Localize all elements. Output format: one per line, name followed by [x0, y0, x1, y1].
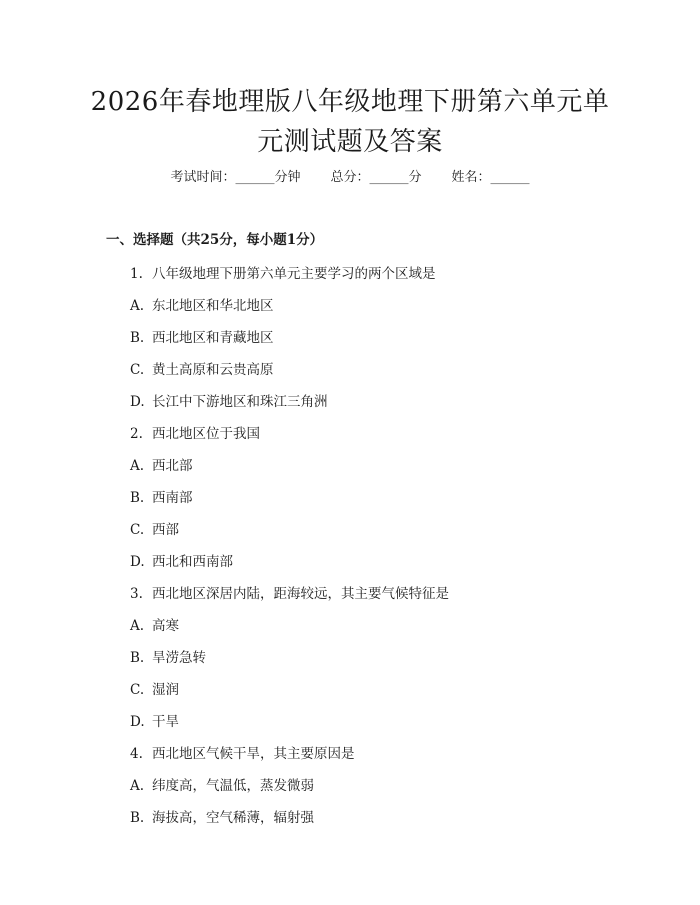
answer-option — [130, 482, 610, 514]
answer-option — [130, 354, 610, 386]
option-letter: B. — [130, 810, 145, 826]
option-text: 西北部 — [152, 458, 193, 474]
name-label: 姓名：______ — [451, 170, 530, 185]
answer-option — [130, 290, 610, 322]
question-number: 2. — [130, 426, 143, 442]
section-heading-multiple-choice: 一、选择题（共25分，每小题1分） — [106, 232, 324, 248]
answer-option — [130, 450, 610, 482]
answer-option — [130, 642, 610, 674]
option-text: 干旱 — [152, 714, 179, 730]
question-text: 西北地区深居内陆，距海较远，其主要气候特征是 — [152, 586, 449, 602]
option-letter: C. — [130, 682, 145, 698]
answer-option — [130, 674, 610, 706]
option-letter: B. — [130, 650, 145, 666]
title-line-1: 2026年春地理版八年级地理下册第六单元单 — [90, 87, 610, 117]
question-number: 4. — [130, 746, 143, 762]
answer-option — [130, 610, 610, 642]
question-list — [130, 258, 610, 834]
option-text: 东北地区和华北地区 — [152, 298, 274, 314]
title-line-2: 元测试题及答案 — [257, 127, 443, 157]
option-letter: B. — [130, 490, 145, 506]
option-text: 海拔高，空气稀薄，辐射强 — [152, 810, 314, 826]
question-number: 3. — [130, 586, 143, 602]
question-text: 西北地区气候干旱，其主要原因是 — [152, 746, 355, 762]
total-score-label: 总分：______分 — [330, 170, 422, 185]
option-letter: D. — [130, 714, 145, 730]
question-text: 八年级地理下册第六单元主要学习的两个区域是 — [152, 266, 436, 282]
question-stem — [130, 578, 610, 610]
option-text: 高寒 — [152, 618, 179, 634]
option-text: 西北和西南部 — [152, 554, 233, 570]
answer-option — [130, 546, 610, 578]
option-text: 湿润 — [152, 682, 179, 698]
option-text: 长江中下游地区和珠江三角洲 — [152, 394, 328, 410]
option-letter: A. — [130, 298, 145, 314]
answer-option — [130, 514, 610, 546]
answer-option — [130, 770, 610, 802]
option-letter: A. — [130, 778, 145, 794]
option-text: 西北地区和青藏地区 — [152, 330, 274, 346]
exam-info — [0, 168, 700, 188]
answer-option — [130, 322, 610, 354]
question-stem — [130, 258, 610, 290]
question-text: 西北地区位于我国 — [152, 426, 260, 442]
answer-option — [130, 802, 610, 834]
option-letter: A. — [130, 458, 145, 474]
option-text: 西南部 — [152, 490, 193, 506]
question-number: 1. — [130, 266, 143, 282]
answer-option — [130, 386, 610, 418]
option-letter: D. — [130, 394, 145, 410]
option-text: 旱涝急转 — [152, 650, 206, 666]
option-letter: D. — [130, 554, 145, 570]
option-letter: A. — [130, 618, 145, 634]
answer-option — [130, 706, 610, 738]
document-title — [80, 82, 620, 162]
question-stem — [130, 738, 610, 770]
option-text: 西部 — [152, 522, 179, 538]
question-stem — [130, 418, 610, 450]
option-letter: C. — [130, 362, 145, 378]
option-text: 纬度高，气温低，蒸发微弱 — [152, 778, 314, 794]
option-letter: B. — [130, 330, 145, 346]
option-text: 黄土高原和云贵高原 — [152, 362, 274, 378]
exam-time-label: 考试时间：______分钟 — [170, 170, 301, 185]
option-letter: C. — [130, 522, 145, 538]
